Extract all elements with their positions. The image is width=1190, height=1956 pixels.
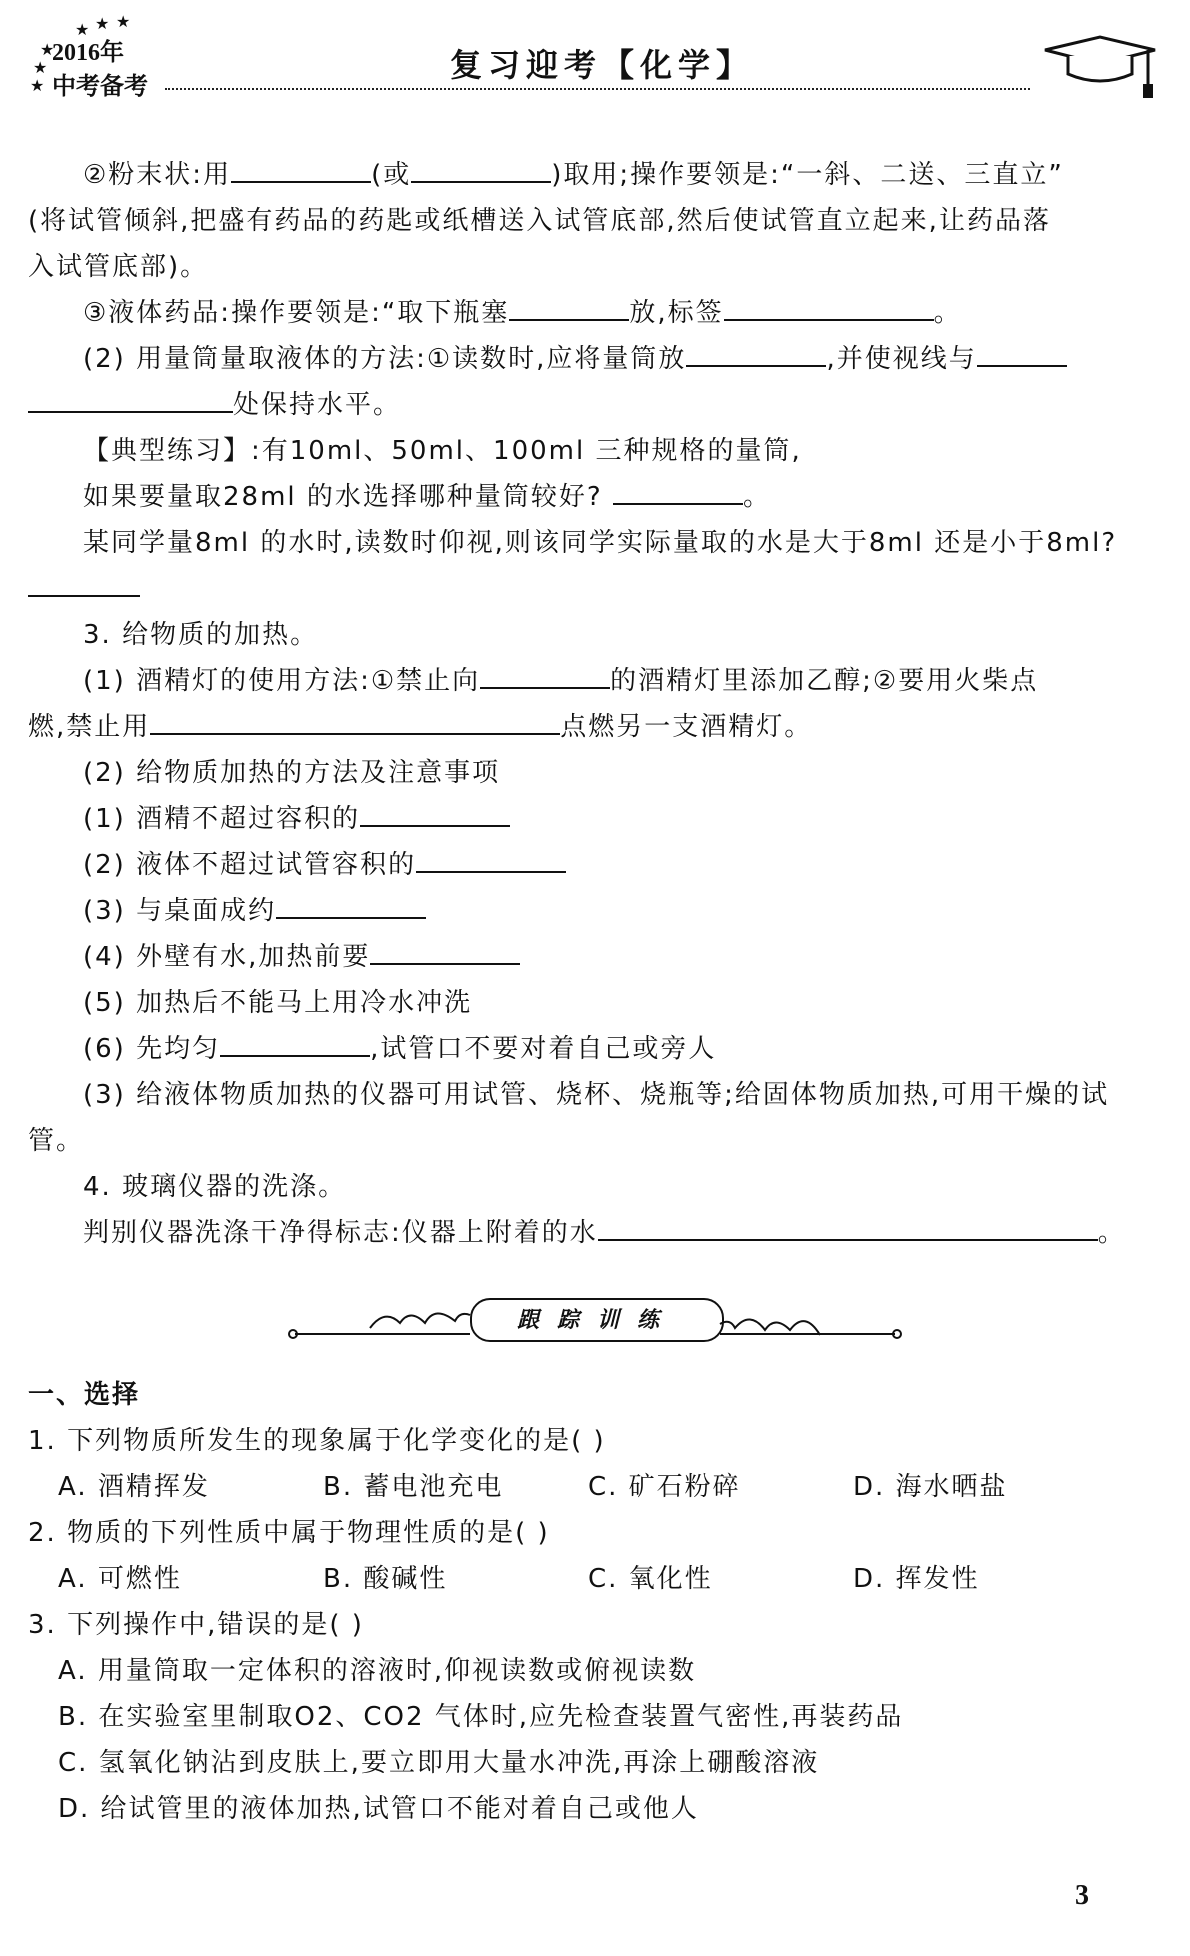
section-heading: 一、选择: [28, 1380, 141, 1410]
answer-blank[interactable]: [509, 293, 629, 321]
answer-blank[interactable]: [416, 845, 566, 873]
practice-banner: [285, 1290, 905, 1350]
option-row: [58, 1467, 1008, 1507]
question: 2. 物质的下列性质中属于物理性质的是( ): [28, 1518, 550, 1548]
section-heading: 4. 玻璃仪器的洗涤。: [83, 1172, 347, 1202]
star-icon: ★: [116, 12, 131, 31]
text-line: [28, 569, 140, 609]
header-rule: [165, 88, 1030, 90]
answer-blank[interactable]: [276, 891, 426, 919]
header-year: 2016年: [52, 40, 124, 66]
header-exam: 中考备考: [52, 74, 148, 100]
option[interactable]: B. 酸碱性: [323, 1564, 448, 1594]
text-line: (2) 给物质加热的方法及注意事项: [83, 758, 501, 788]
text-line: (2) 液体不超过试管容积的: [83, 845, 566, 885]
text-line: (将试管倾斜,把盛有药品的药匙或纸槽送入试管底部,然后使试管直立起来,让药品落: [28, 206, 1051, 236]
star-icon: ★: [75, 20, 90, 39]
text-line: 【典型练习】:有10ml、50ml、100ml 三种规格的量筒,: [83, 436, 802, 466]
page-header: [0, 0, 1190, 110]
question: 3. 下列操作中,错误的是( ): [28, 1610, 364, 1640]
text-line: 管。: [28, 1126, 85, 1156]
text-line: ②粉末状:用 (或 )取用;操作要领是:“一斜、二送、三直立”: [83, 155, 1064, 195]
answer-blank[interactable]: [28, 569, 140, 597]
section-heading: 3. 给物质的加热。: [83, 620, 319, 650]
option[interactable]: A. 可燃性: [58, 1564, 182, 1594]
option[interactable]: D. 给试管里的液体加热,试管口不能对着自己或他人: [58, 1794, 699, 1824]
option-row: [58, 1559, 980, 1599]
option[interactable]: A. 用量筒取一定体积的溶液时,仰视读数或俯视读数: [58, 1656, 697, 1686]
option[interactable]: D. 挥发性: [853, 1564, 980, 1594]
option[interactable]: C. 氧化性: [588, 1564, 713, 1594]
option[interactable]: B. 在实验室里制取O2、CO2 气体时,应先检查装置气密性,再装药品: [58, 1702, 904, 1732]
answer-blank[interactable]: [686, 339, 826, 367]
option[interactable]: A. 酒精挥发: [58, 1472, 210, 1502]
option[interactable]: C. 矿石粉碎: [588, 1472, 741, 1502]
text-line: 处保持水平。: [28, 385, 401, 425]
question: 1. 下列物质所发生的现象属于化学变化的是( ): [28, 1426, 606, 1456]
page-title: 复习迎考【化学】: [450, 46, 755, 84]
page-number: 3: [1075, 1880, 1089, 1911]
banner-label: 跟踪训练: [470, 1298, 724, 1342]
option[interactable]: B. 蓄电池充电: [323, 1472, 504, 1502]
text-line: (5) 加热后不能马上用冷水冲洗: [83, 988, 473, 1018]
text-line: (4) 外壁有水,加热前要: [83, 937, 520, 977]
answer-blank[interactable]: [28, 385, 233, 413]
answer-blank[interactable]: [724, 293, 934, 321]
answer-blank[interactable]: [598, 1213, 1098, 1241]
star-icon: ★: [40, 40, 55, 59]
text-line: (2) 用量筒量取液体的方法:①读数时,应将量筒放 ,并使视线与: [83, 339, 1067, 379]
text-line: (3) 与桌面成约: [83, 891, 426, 931]
answer-blank[interactable]: [977, 339, 1067, 367]
graduation-cap-icon: [1040, 32, 1160, 102]
star-icon: ★: [30, 76, 45, 95]
answer-blank[interactable]: [480, 661, 610, 689]
star-icon: ★: [95, 14, 110, 33]
answer-blank[interactable]: [370, 937, 520, 965]
star-icon: ★: [33, 58, 48, 77]
answer-blank[interactable]: [231, 155, 371, 183]
option[interactable]: C. 氢氧化钠沾到皮肤上,要立即用大量水冲洗,再涂上硼酸溶液: [58, 1748, 820, 1778]
text-line: 燃,禁止用 点燃另一支酒精灯。: [28, 707, 812, 747]
option[interactable]: D. 海水晒盐: [853, 1472, 1008, 1502]
answer-blank[interactable]: [150, 707, 560, 735]
answer-blank[interactable]: [411, 155, 551, 183]
text-line: 判别仪器洗涤干净得标志:仪器上附着的水 。: [83, 1213, 1126, 1253]
text-line: ③液体药品:操作要领是:“取下瓶塞 放,标签 。: [83, 293, 962, 333]
answer-blank[interactable]: [613, 477, 743, 505]
text-line: (1) 酒精不超过容积的: [83, 799, 510, 839]
text-line: 入试管底部)。: [28, 252, 209, 282]
text-line: 如果要量取28ml 的水选择哪种量筒较好? 。: [83, 477, 771, 517]
text-line: (6) 先均匀 ,试管口不要对着自己或旁人: [83, 1029, 716, 1069]
text-line: (1) 酒精灯的使用方法:①禁止向 的酒精灯里添加乙醇;②要用火柴点: [83, 661, 1038, 701]
answer-blank[interactable]: [360, 799, 510, 827]
text-line: (3) 给液体物质加热的仪器可用试管、烧杯、烧瓶等;给固体物质加热,可用干燥的试: [83, 1080, 1110, 1110]
text-line: 某同学量8ml 的水时,读数时仰视,则该同学实际量取的水是大于8ml 还是小于8ml?: [83, 528, 1118, 558]
answer-blank[interactable]: [220, 1029, 370, 1057]
